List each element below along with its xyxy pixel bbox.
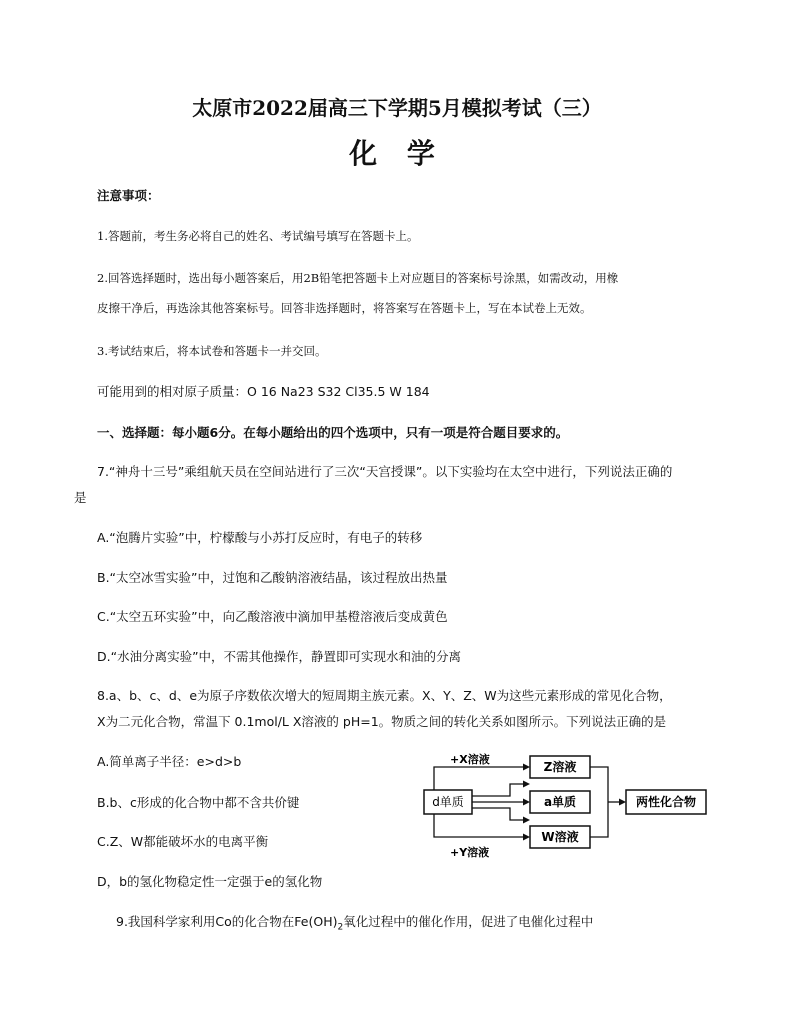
- notice-item-1: 1.答题前，考生务必将自己的姓名、考试编号填写在答题卡上。: [97, 229, 419, 243]
- q7-stem-line-2: 是: [74, 490, 87, 505]
- q8-stem-line-1: 8.a、b、c、d、e为原子序数依次增大的短周期主族元素。X、Y、Z、W为这些元素形成的常见化合物，: [97, 688, 672, 703]
- z-solution-label: Z溶液: [543, 760, 577, 774]
- q8-conversion-diagram: [420, 752, 720, 862]
- q9-stem-prefix: 9.我国科学家利用Co的化合物在Fe(OH): [116, 914, 338, 929]
- q7-option-a: A.“泡腾片实验”中，柠檬酸与小苏打反应时，有电子的转移: [97, 530, 423, 545]
- q8-option-c: C.Z、W都能破坏水的电离平衡: [97, 834, 269, 849]
- q8-option-a: A.简单离子半径：e>d>b: [97, 754, 242, 769]
- d-element-label: d单质: [432, 795, 464, 809]
- q9-stem: [116, 912, 736, 933]
- w-solution-label: W溶液: [541, 830, 579, 844]
- q7-option-b: B.“太空冰雪实验”中，过饱和乙酸钠溶液结晶，该过程放出热量: [97, 570, 448, 585]
- notice-item-3: 3.考试结束后，将本试卷和答题卡一并交回。: [97, 344, 327, 358]
- plus-x-label: +X溶液: [450, 753, 490, 766]
- q8-stem-line-2: X为二元化合物，常温下 0.1mol/L X溶液的 pH=1。物质之间的转化关系如图所示。下列说法正确的是: [97, 714, 667, 729]
- plus-y-label: +Y溶液: [450, 846, 490, 859]
- notice-heading: 注意事项：: [97, 188, 160, 203]
- q7-stem-line-1: 7.“神舟十三号”乘组航天员在空间站进行了三次“天宫授课”。以下实验均在太空中进行，下列说法正确的: [97, 464, 673, 479]
- q9-stem-subscript: 2: [337, 922, 344, 933]
- exam-subject: 化 学: [349, 137, 445, 170]
- q8-option-b: B.b、c形成的化合物中都不含共价键: [97, 795, 300, 810]
- q7-option-c: C.“太空五环实验”中，向乙酸溶液中滴加甲基橙溶液后变成黄色: [97, 609, 448, 624]
- q8-option-d: D，b的氢化物稳定性一定强于e的氢化物: [97, 874, 323, 889]
- q7-option-d: D.“水油分离实验”中，不需其他操作，静置即可实现水和油的分离: [97, 649, 462, 664]
- atomic-masses: 可能用到的相对原子质量：O 16 Na23 S32 Cl35.5 W 184: [97, 384, 430, 399]
- notice-item-2-line-2: 皮擦干净后，再选涂其他答案标号。回答非选择题时，将答案写在答题卡上，写在本试卷上无效。: [97, 301, 592, 315]
- amphoteric-compound-label: 两性化合物: [635, 795, 697, 809]
- exam-title: 太原市2022届高三下学期5月模拟考试（三）: [192, 96, 602, 120]
- q9-stem-suffix: 氧化过程中的催化作用，促进了电催化过程中: [343, 914, 594, 929]
- section-heading: 一、选择题：每小题6分。在每小题给出的四个选项中，只有一项是符合题目要求的。: [97, 425, 569, 440]
- a-element-label: a单质: [543, 795, 577, 809]
- notice-item-2-line-1: 2.回答选择题时，选出每小题答案后，用2B铅笔把答题卡上对应题目的答案标号涂黑，如需改动，用橡: [97, 271, 619, 285]
